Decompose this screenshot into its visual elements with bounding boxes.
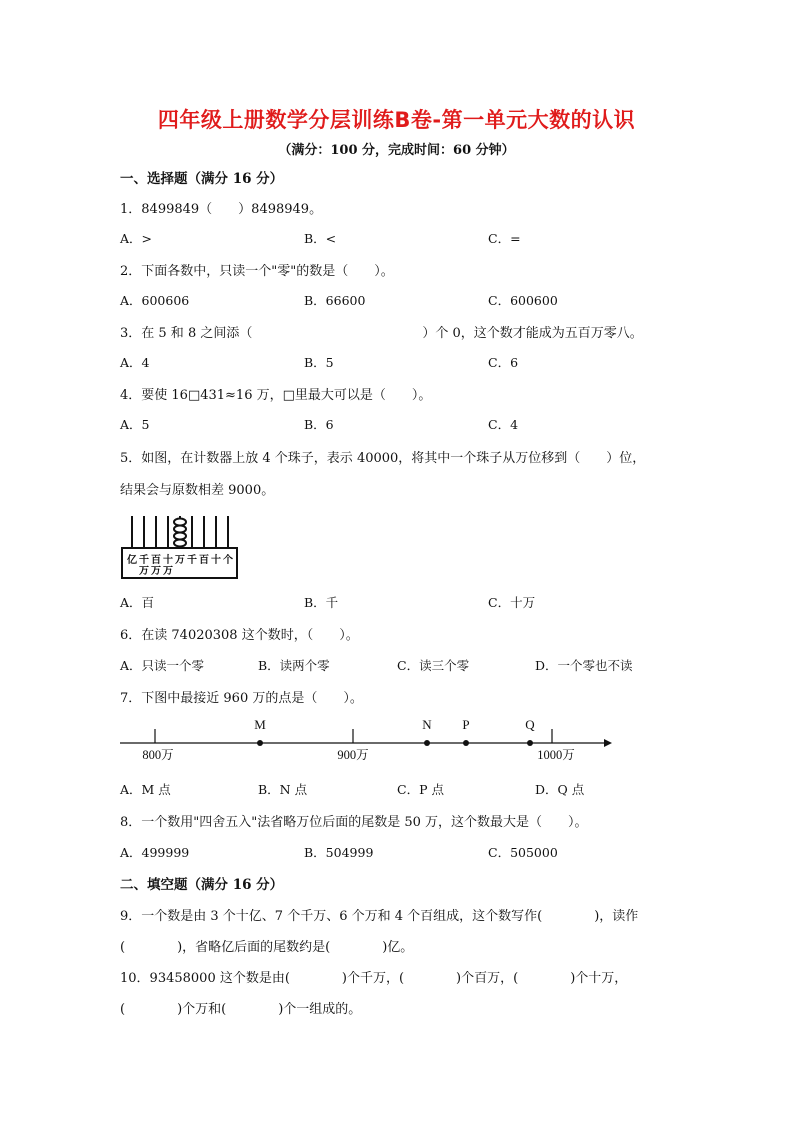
q8-option-a[interactable]: A．499999	[120, 845, 190, 860]
q2-option-c[interactable]: C．600600	[488, 293, 558, 308]
q7-option-d[interactable]: D．Q 点	[535, 782, 585, 797]
question-7: 7．下图中最接近 960 万的点是（ ）。	[120, 691, 363, 706]
svg-text:N: N	[422, 717, 432, 732]
svg-text:百: 百	[199, 555, 209, 566]
q6-option-d[interactable]: D．一个零也不读	[535, 658, 633, 673]
number-line-figure	[118, 713, 618, 768]
question-9-line2: ( )，省略亿后面的尾数约是( )亿。	[120, 940, 414, 955]
svg-text:十: 十	[163, 555, 173, 566]
q1-option-c[interactable]: C．=	[488, 231, 521, 246]
q3-option-c[interactable]: C．6	[488, 355, 519, 370]
q3-option-b[interactable]: B．5	[304, 355, 334, 370]
svg-text:万: 万	[139, 566, 149, 577]
q4-option-c[interactable]: C．4	[488, 417, 519, 432]
q5-option-c[interactable]: C．十万	[488, 595, 536, 610]
q4-option-a[interactable]: A．5	[120, 417, 150, 432]
section-heading-fill-in: 二、填空题（满分 16 分）	[120, 877, 284, 893]
q7-option-b[interactable]: B．N 点	[258, 782, 308, 797]
abacus-drawing	[120, 512, 240, 582]
question-10-line1: 10．93458000 这个数是由( )个千万，( )个百万，( )个十万，	[120, 971, 628, 986]
question-6: 6．在读 74020308 这个数时，（ ）。	[120, 628, 359, 643]
svg-text:Q: Q	[525, 717, 535, 732]
svg-text:千: 千	[187, 555, 197, 566]
question-5-line2: 结果会与原数相差 9000。	[120, 483, 275, 498]
q6-option-b[interactable]: B．读两个零	[258, 658, 330, 673]
q1-option-b[interactable]: B．<	[304, 231, 337, 246]
svg-text:千: 千	[139, 555, 149, 566]
q3-option-a[interactable]: A．4	[120, 355, 150, 370]
svg-text:1000万: 1000万	[537, 748, 575, 762]
question-10-line2: ( )个万和( )个一组成的。	[120, 1002, 362, 1017]
question-5-line1: 5．如图，在计数器上放 4 个珠子，表示 40000，将其中一个珠子从万位移到（ ）位，	[120, 451, 646, 466]
question-3	[120, 322, 643, 341]
q7-option-c[interactable]: C．P 点	[397, 782, 444, 797]
page-title: 四年级上册数学分层训练B卷-第一单元大数的认识	[157, 108, 636, 132]
question-1: 1．8499849（ ）8498949。	[120, 202, 323, 217]
svg-text:万: 万	[163, 566, 173, 577]
svg-text:百: 百	[151, 555, 161, 566]
q4-option-b[interactable]: B．6	[304, 417, 334, 432]
q3-text-after: ）个 0，这个数才能成为五百万零八。	[422, 326, 643, 341]
svg-text:M: M	[254, 717, 266, 732]
page-subtitle: （满分：100 分，完成时间：60 分钟）	[278, 143, 515, 158]
q5-option-a[interactable]: A．百	[120, 595, 155, 610]
svg-text:800万: 800万	[142, 748, 174, 762]
question-8: 8．一个数用"四舍五入"法省略万位后面的尾数是 50 万，这个数最大是（ ）。	[120, 815, 588, 830]
svg-text:十: 十	[211, 555, 221, 566]
number-line-drawing	[118, 713, 618, 768]
q1-option-a[interactable]: A．>	[120, 231, 153, 246]
svg-text:P: P	[462, 717, 470, 732]
q3-text-before: 3．在 5 和 8 之间添（	[120, 326, 253, 341]
question-2: 2．下面各数中，只读一个"零"的数是（ ）。	[120, 264, 394, 279]
q5-option-b[interactable]: B．千	[304, 595, 339, 610]
question-4: 4．要使 16□431≈16 万，□里最大可以是（ ）。	[120, 388, 432, 403]
svg-text:900万: 900万	[337, 748, 369, 762]
svg-text:亿: 亿	[127, 555, 137, 566]
q8-option-b[interactable]: B．504999	[304, 845, 374, 860]
svg-text:万: 万	[175, 555, 185, 566]
q2-option-b[interactable]: B．66600	[304, 293, 366, 308]
q6-option-c[interactable]: C．读三个零	[397, 658, 470, 673]
abacus-figure	[120, 512, 240, 582]
svg-text:个: 个	[223, 555, 233, 566]
q2-option-a[interactable]: A．600606	[120, 293, 190, 308]
svg-text:万: 万	[151, 566, 161, 577]
q8-option-c[interactable]: C．505000	[488, 845, 558, 860]
q7-option-a[interactable]: A．M 点	[120, 782, 171, 797]
section-heading-choice: 一、选择题（满分 16 分）	[120, 171, 284, 187]
q6-option-a[interactable]: A．只读一个零	[120, 658, 205, 673]
question-9-line1: 9．一个数是由 3 个十亿、7 个千万、6 个万和 4 个百组成，这个数写作( )，读作	[120, 909, 639, 924]
